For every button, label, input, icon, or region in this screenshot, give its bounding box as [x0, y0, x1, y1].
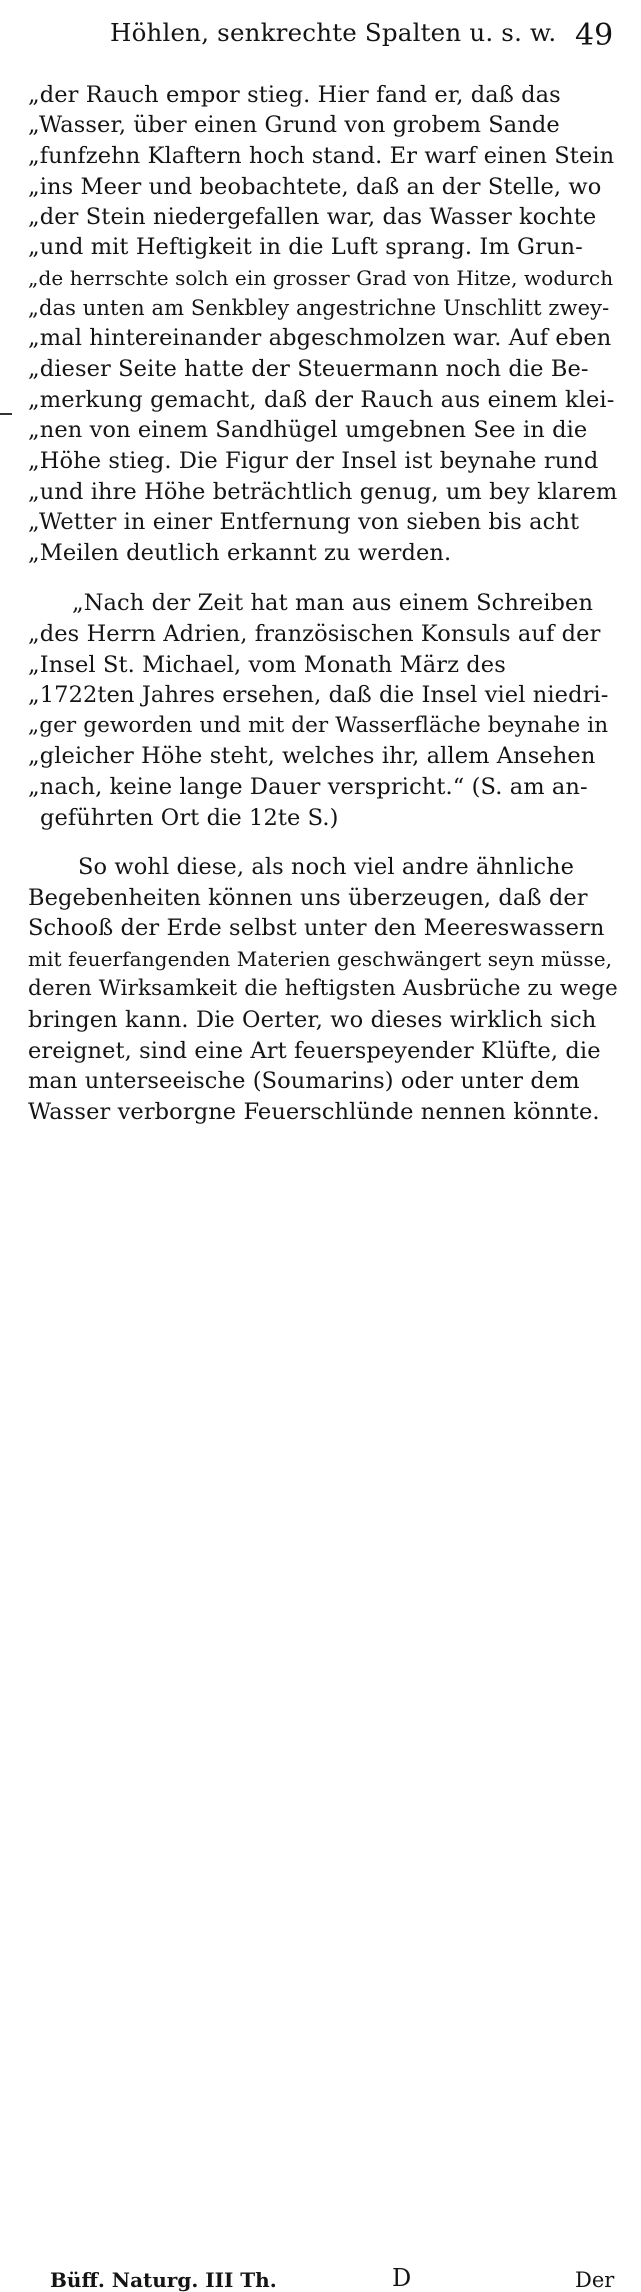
text-line: Schooß der Erde selbst unter den Meereswassern — [28, 915, 605, 941]
text-line: „Höhe stieg. Die Figur der Insel ist beynahe rund — [28, 448, 599, 474]
text-line: „mal hintereinander abgeschmolzen war. Auf eben — [28, 325, 612, 351]
printer-signature: Büff. Naturg. III Th. — [50, 2268, 277, 2292]
text-line: „Nach der Zeit hat man aus einem Schreiben — [72, 590, 594, 616]
text-line: Begebenheiten können uns überzeugen, daß der — [28, 885, 588, 911]
text-line: man unterseeische (Soumarins) oder unter dem — [28, 1068, 580, 1094]
text-line: mit feuerfangenden Materien geschwängert seyn müsse, — [28, 947, 613, 971]
text-line: „und ihre Höhe beträchtlich genug, um bey klarem — [28, 479, 618, 505]
text-line: „merkung gemacht, daß der Rauch aus einem klei- — [28, 387, 615, 413]
text-line: „der Stein niedergefallen war, das Wasser kochte — [28, 204, 597, 230]
text-line: „funfzehn Klaftern hoch stand. Er warf einen Stein — [28, 143, 615, 169]
text-line: „1722ten Jahres ersehen, daß die Insel viel niedri- — [28, 682, 609, 708]
running-head: Höhlen, senkrechte Spalten u. s. w. — [110, 18, 557, 47]
text-line: bringen kann. Die Oerter, wo dieses wirklich sich — [28, 1007, 597, 1033]
text-line: „des Herrn Adrien, französischen Konsuls auf der — [28, 621, 601, 647]
catchword: Der — [575, 2268, 615, 2292]
text-line: „Insel St. Michael, vom Monath März des — [28, 652, 506, 678]
text-line: geführten Ort die 12te S.) — [40, 805, 339, 831]
text-line: „Meilen deutlich erkannt zu werden. — [28, 540, 452, 566]
text-line: „Wasser, über einen Grund von grobem Sande — [28, 112, 560, 138]
text-line: „ins Meer und beobachtete, daß an der Stelle, wo — [28, 174, 602, 200]
text-line: „nach, keine lange Dauer verspricht.“ (S. am an- — [28, 774, 588, 800]
text-line: „ger geworden und mit der Wasserfläche beynahe in — [28, 713, 609, 738]
text-line: „de herrschte solch ein grosser Grad von Hitze, wodurch — [28, 266, 614, 290]
text-line: „dieser Seite hatte der Steuermann noch die Be- — [28, 356, 589, 382]
page-number: 49 — [575, 18, 614, 53]
text-line: „nen von einem Sandhügel umgebnen See in die — [28, 417, 588, 443]
text-line: „der Rauch empor stieg. Hier fand er, daß das — [28, 82, 561, 108]
text-line: deren Wirksamkeit die heftigsten Ausbrüche zu wege — [28, 976, 618, 1001]
text-line: So wohl diese, als noch viel andre ähnliche — [78, 854, 575, 880]
text-line: Wasser verborgne Feuerschlünde nennen könnte. — [28, 1099, 600, 1125]
text-line: „Wetter in einer Entfernung von sieben bis acht — [28, 509, 580, 535]
gathering-letter: D — [392, 2264, 412, 2292]
text-line: „und mit Heftigkeit in die Luft sprang. Im Grun- — [28, 234, 583, 260]
text-line: „gleicher Höhe steht, welches ihr, allem Ansehen — [28, 743, 596, 769]
text-line: „das unten am Senkbley angestrichne Unschlitt zwey- — [28, 296, 610, 320]
page-footer — [0, 1128, 641, 2292]
text-line: ereignet, sind eine Art feuerspeyender Klüfte, die — [28, 1038, 601, 1064]
